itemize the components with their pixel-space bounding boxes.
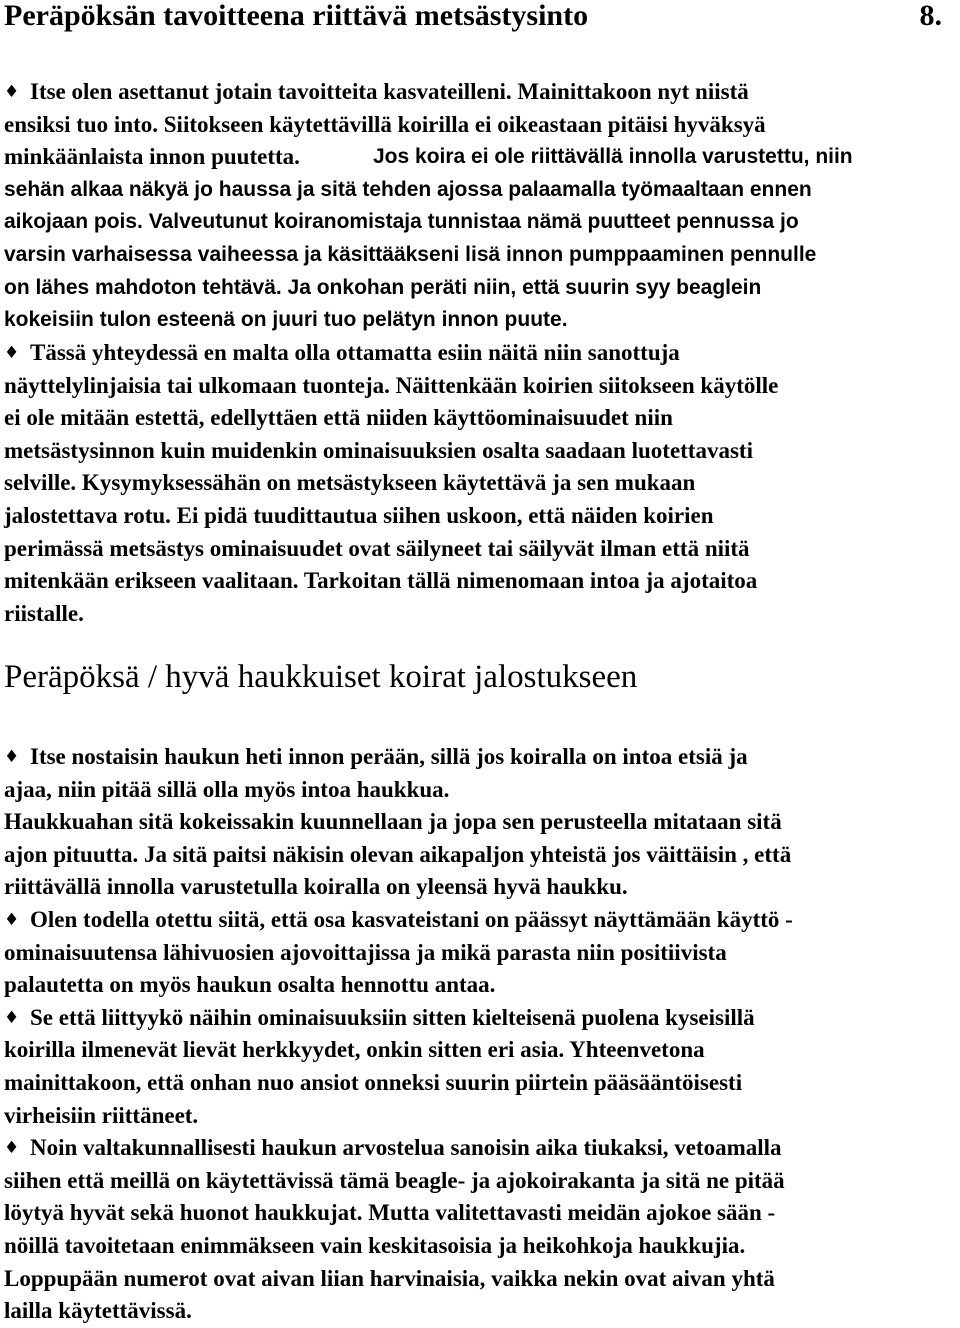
text-line: jalostettava rotu. Ei pidä tuudittautua siihen uskoon, että näiden koirien bbox=[4, 502, 714, 528]
section1-heading bbox=[4, 0, 954, 34]
text-line: ♦ Itse olen asettanut jotain tavoitteita kasvateilleni. Mainittakoon nyt niistä bbox=[4, 76, 956, 109]
text-line: ♦ Itse nostaisin haukun heti innon perään, sillä jos koiralla on intoa etsiä ja bbox=[4, 741, 956, 774]
text-line: ominaisuutensa lähivuosien ajovoittajissa ja mikä parasta niin positiivista bbox=[4, 939, 727, 965]
text-line: ajaa, niin pitää sillä olla myös intoa haukkua. bbox=[4, 776, 450, 802]
section2-heading: Peräpöksä / hyvä haukkuiset koirat jalostukseen bbox=[4, 659, 638, 695]
text-line: aikojaan pois. Valveutunut koiranomistaja tunnistaa nämä puutteet pennussa jo bbox=[4, 210, 799, 234]
text-line: ♦ Noin valtakunnallisesti haukun arvostelua sanoisin aika tiukaksi, vetoamalla bbox=[4, 1132, 956, 1165]
text-line: koirilla ilmenevät lievät herkkyydet, onkin sitten eri asia. Yhteenvetona bbox=[4, 1037, 705, 1063]
text-line: ♦ Se että liittyykö näihin ominaisuuksiin sitten kielteisenä puolena kyseisillä bbox=[4, 1002, 956, 1035]
text-line: ajon pituutta. Ja sitä paitsi näkisin olevan aikapaljon yhteistä jos väittäisin , että bbox=[4, 841, 792, 867]
diamond-bullet-icon: ♦ bbox=[4, 747, 20, 767]
text-line: ensiksi tuo into. Siitokseen käytettävillä koirilla ei oikeastaan pitäisi hyväksyä bbox=[4, 111, 766, 137]
section1-number: 8. bbox=[919, 0, 942, 32]
text-line: riistalle. bbox=[4, 600, 84, 626]
text-line: nöillä tavoitetaan enimmäkseen vain keskitasoisia ja heikohkoja haukkujia. bbox=[4, 1232, 746, 1258]
section1-sans-inline bbox=[373, 141, 960, 174]
diamond-bullet-icon: ♦ bbox=[4, 343, 20, 363]
text-line: Jos koira ei ole riittävällä innolla varustettu, niin bbox=[373, 145, 853, 169]
text-line: metsästysinnon kuin muidenkin ominaisuuksien osalta saadaan luotettavasti bbox=[4, 437, 753, 463]
section1-paragraph-c bbox=[4, 337, 956, 630]
text-line: siihen että meillä on käytettävissä tämä beagle- ja ajokoirakanta ja sitä ne pitää bbox=[4, 1167, 785, 1193]
text-line: sehän alkaa näkyä jo haussa ja sitä tehden ajossa palaamalla työmaaltaan ennen bbox=[4, 177, 812, 201]
text-line: varsin varhaisessa vaiheessa ja käsittääkseni lisä innon pumppaaminen pennulle bbox=[4, 242, 817, 266]
text-line: lailla käytettävissä. bbox=[4, 1298, 192, 1324]
diamond-bullet-icon: ♦ bbox=[4, 1007, 20, 1028]
text-line: löytyä hyvät sekä huonot haukkujat. Mutta valitettavasti meidän ajokoe sään - bbox=[4, 1200, 776, 1226]
text-line: Haukkuahan sitä kokeissakin kuunnellaan ja jopa sen perusteella mitataan sitä bbox=[4, 809, 782, 835]
diamond-bullet-icon: ♦ bbox=[4, 82, 20, 102]
text-line: Loppupään numerot ovat aivan liian harvinaisia, vaikka nekin ovat aivan yhtä bbox=[4, 1265, 775, 1291]
text-line: selville. Kysymyksessähän on metsästykseen käytettävä ja sen mukaan bbox=[4, 470, 696, 496]
text-line: ei ole mitään estettä, edellyttäen että niiden käyttöominaisuudet niin bbox=[4, 405, 673, 431]
text-line: riittävällä innolla varustetulla koiralla on yleensä hyvä haukku. bbox=[4, 874, 628, 900]
text-line: ♦ Olen todella otettu siitä, että osa kasvateistani on päässyt näyttämään käyttö - bbox=[4, 904, 956, 937]
diamond-bullet-icon: ♦ bbox=[4, 1138, 20, 1159]
diamond-bullet-icon: ♦ bbox=[4, 909, 20, 930]
section1-title: Peräpöksän tavoitteena riittävä metsästysinto bbox=[4, 0, 589, 32]
text-line: perimässä metsästys ominaisuudet ovat säilyneet tai säilyvät ilman että niitä bbox=[4, 535, 750, 561]
text-line: näyttelylinjaisia tai ulkomaan tuonteja. Näittenkään koirien siitokseen käytölle bbox=[4, 372, 779, 398]
text-line: palautetta on myös haukun osalta hennottu antaa. bbox=[4, 972, 496, 998]
text-line: ♦ Tässä yhteydessä en malta olla ottamatta esiin näitä niin sanottuja bbox=[4, 337, 956, 370]
text-line: minkäänlaista innon puutetta. bbox=[4, 144, 300, 170]
text-line: on lähes mahdoton tehtävä. Ja onkohan peräti niin, että suurin syy beaglein bbox=[4, 275, 762, 299]
text-line: kokeisiin tulon esteenä on juuri tuo pelätyn innon puute. bbox=[4, 308, 568, 332]
text-line: virheisiin riittäneet. bbox=[4, 1102, 199, 1128]
text-line: mitenkään erikseen vaalitaan. Tarkoitan tällä nimenomaan intoa ja ajotaitoa bbox=[4, 568, 758, 594]
section1-paragraph-b bbox=[4, 174, 956, 337]
text-line: mainittakoon, että onhan nuo ansiot onneksi suurin piirtein pääsääntöisesti bbox=[4, 1069, 743, 1095]
section2-paragraph bbox=[4, 741, 956, 1328]
